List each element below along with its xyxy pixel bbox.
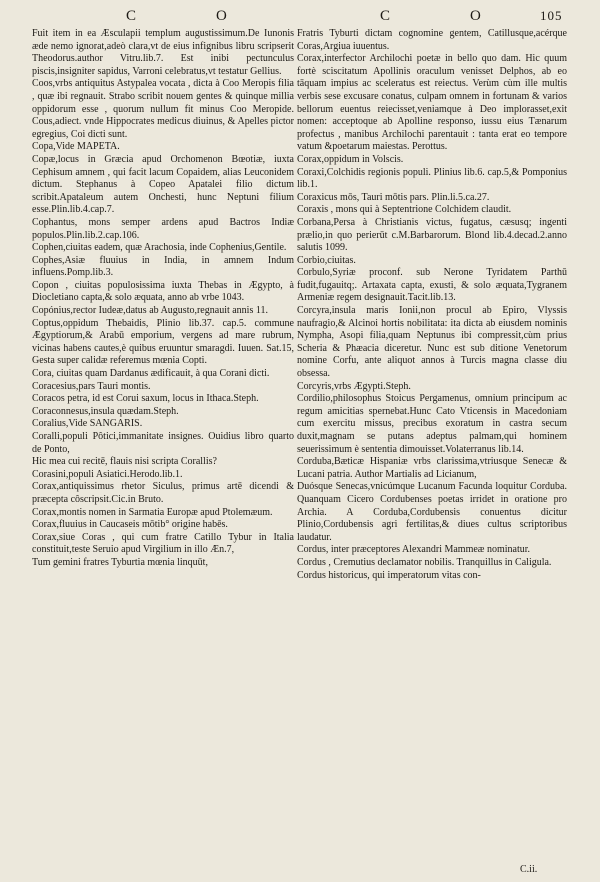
dictionary-entry: Cordus , Cremutius declamator nobilis. Tranquillus in Caligula. [297,556,552,568]
dictionary-entry: Coracos petra, id est Corui saxum, locus in Ithaca.Steph. [32,393,259,405]
dictionary-entry: Corax,oppidum in Volscis. [297,153,404,165]
dictionary-entry: Cordilio,philosophus Stoicus Pergamenus, omnium principum ac regum amicitias spernebat.Hunc Cato Vticensis in Macedoniam cum exercitu missus, precibus exoratum in castra secum duxit,magnam se putans adeptus palmam,qui hominem seuerissimum è sententia dimouisset.Volaterranus lib.14. [297,393,567,455]
dictionary-entry: Coracesius,pars Tauri montis. [32,380,151,392]
dictionary-entry: Cophen,ciuitas eadem, quæ Arachosia, inde Cophenius,Gentile. [32,242,287,254]
dictionary-entry: Corax,montis nomen in Sarmatia Europæ apud Ptolemæum. [32,506,273,518]
dictionary-entry: Corax,fluuius in Caucaseis mōtib° origine habēs. [32,519,228,531]
dictionary-entry: Hic mea cui recitē, flauis nisi scripta Corallis? [32,456,217,468]
dictionary-entry: Corcyris,vrbs Ægypti.Steph. [297,380,411,392]
dictionary-entry: Coraxis , mons qui à Septentrione Colchidem claudit. [297,204,512,216]
dictionary-entry: Coptus,oppidum Thebaidis, Plinio lib.37. cap.5. commune Ægyptiorum,& Arabū emporium, vergens ad mare rubrum, vicinas habens cautes,è quibus eruuntur smaragdi. Iuuen. Sat.15, Gesta super calidæ referemus mœnia Copti. [32,317,294,367]
dictionary-entry: Copa,Vide MAPETA. [32,141,120,153]
header-letter-right: C [380,8,392,24]
signature-mark: C.ii. [520,864,538,875]
dictionary-entry: Corcyra,insula maris Ionii,non procul ab Epiro, Vlyssis naufragio,& Alcinoi hortis nobilitata: ita dicta ab eiusdem nominis Nympha, Asopi filia,quam Neptunus ibi compressit,cùm prius Scheria & Phæacia diceretur. Nunc est sub ditione Venetorum nomine Corfu, ante aliquot annos à Turcis magna classe diu obsessa. [297,305,567,380]
dictionary-entry: Cophes,Asiæ fluuius in India, in amnem Indum influens.Pomp.lib.3. [32,254,294,279]
dictionary-entry: Corax,interfector Archilochi poetæ in bello quo dam. Hic quum fortè sciscitatum Apollinis oraculum venisset Delphos, ab eo tāquam impius ac sceleratus est reiectus. Verùm cùm ille multis verbis sese excusare conatus, culpam omnem in fortunam & varios bellorum euentus reiecisset,veniamque à Deo implorasset,exit nomen: acceptoque ab Apolline responso, iussu eius Tænarum profectus , manibus Archilochi parentauit : tanta erat eo tempore vatum &poetarum maiestas. Perottus. [297,53,567,153]
dictionary-entry: Corbulo,Syriæ proconf. sub Nerone Tyridatem Parthū fudit,fugauitq;. Artaxata capta, exusti, & solo æquata,Tygranem Armeniæ regem designauit.Tacit.lib.13. [297,267,567,304]
dictionary-entry: Fuit item in ea Æsculapii templum augustissimum.De Iunonis æde nemo ignorat,adeò clara,vt de eius infignibus libru scripserit Theodorus.author Vitru.lib.7. Est inibi pectunculus piscis,insigniter sapidus, Varroni celebratus,vt testatur Gellius. [32,28,294,77]
dictionary-entry: Coraconnesus,insula quædam.Steph. [32,405,179,417]
dictionary-entry: Coralli,populi Pôtici,immanitate insignes. Ouidius libro quarto de Ponto, [32,431,294,455]
dictionary-entry: Cophantus, mons semper ardens apud Bactros Indiæ populos.Plin.lib.2.cap.106. [32,216,294,241]
dictionary-entry: Corasini,populi Asiatici.Herodo.lib.1. [32,468,183,480]
dictionary-entry: Cordus, inter præceptores Alexandri Mammeæ nominatur. [297,544,531,556]
dictionary-entry: Copónius,rector Iudeæ,datus ab Augusto,regnauit annis 11. [32,305,268,317]
dictionary-entry: Copæ,locus in Græcia apud Orchomenon Bœotiæ, iuxta Cephisum amnem , qui facit lacum Copaidem, alias Leuconidem dictum. Stephanus à Copeo Apatalei filio dictum scribit.Apataleum autem Onchesti, hunc Neptuni filium esse.Plin.lib.4.cap.7. [32,153,294,216]
dictionary-entry: Corax,siue Coras , qui cum fratre Catillo Tybur in Italia constituit,teste Seruio apud Virgilium in illo Æn.7, [32,531,294,556]
header-letter-left: C [126,8,138,24]
dictionary-entry: Coraxicus mōs, Tauri mōtis pars. Plin.li.5.ca.27. [297,191,490,203]
dictionary-entry: Copon , ciuitas populosissima iuxta Thebas in Ægypto, à Diocletiano capta,& solo æquata, anno ab vrbe 1043. [32,279,294,304]
dictionary-entry: Corax,antiquissimus rhetor Siculus, primus artē dicendi & præcepta côscripsit.Cic.in Bruto. [32,481,294,505]
dictionary-entry: Coralius,Vide SANGARIS. [32,418,143,430]
dictionary-entry: Duósque Senecas,vnicúmque Lucanum Facunda loquitur Corduba. Quanquam Cicero Cordubenses poetas irridet in oratione pro Archia. A Corduba,Cordubensis conuentus dicitur Plinio,Cordubensis agri fertilitas,& diues cultus scriptoribus laudatur. [297,481,567,543]
dictionary-entry: Corbana,Persa à Christianis victus, fugatus, cæsusq; ingenti prælio,in quo perierūt c.M.Barbarorum. Blond lib.4.decad.2.anno salutis 1099. [297,216,567,254]
header-letter-middle: O [216,8,228,24]
page-number: 105 [540,8,563,23]
dictionary-entry: Cordus historicus, qui imperatorum vitas con- [297,569,481,581]
dictionary-entry: Coraxi,Colchidis regionis populi. Plinius lib.6. cap.5,& Pomponius lib.1. [297,166,567,191]
dictionary-entry: Corduba,Bæticæ Hispaniæ vrbs clarissima,vtriusque Senecæ & Lucani patria. Author Martialis ad Licianum, [297,456,567,480]
dictionary-entry: Tum gemini fratres Tyburtia mœnia linquūt, [32,556,208,568]
dictionary-entry: Cora, ciuitas quam Dardanus ædificauit, à qua Corani dicti. [32,368,270,380]
running-header [0,6,600,28]
right-column [297,28,567,582]
dictionary-entry: Coos,vrbs antiquitus Astypalea vocata , dicta à Coo Meropis filia , quæ ibi regnauit. Strabo scribit nouem gentes & quinque millia oppidorum esse , quorum nullum fit minus Coo Meropide. Cous,adiect. vnde Hippocrates medicus diuinus, & Apelles pictor egregius, Coi dicti sunt. [32,78,294,140]
dictionary-entry: Fratris Tyburti dictam cognomine gentem, Catillusque,acérque Coras,Argiua iuuentus. [297,28,567,52]
dictionary-entry: Corbio,ciuitas. [297,254,356,266]
left-column [32,28,294,570]
header-letter-right-2: O [470,8,482,24]
